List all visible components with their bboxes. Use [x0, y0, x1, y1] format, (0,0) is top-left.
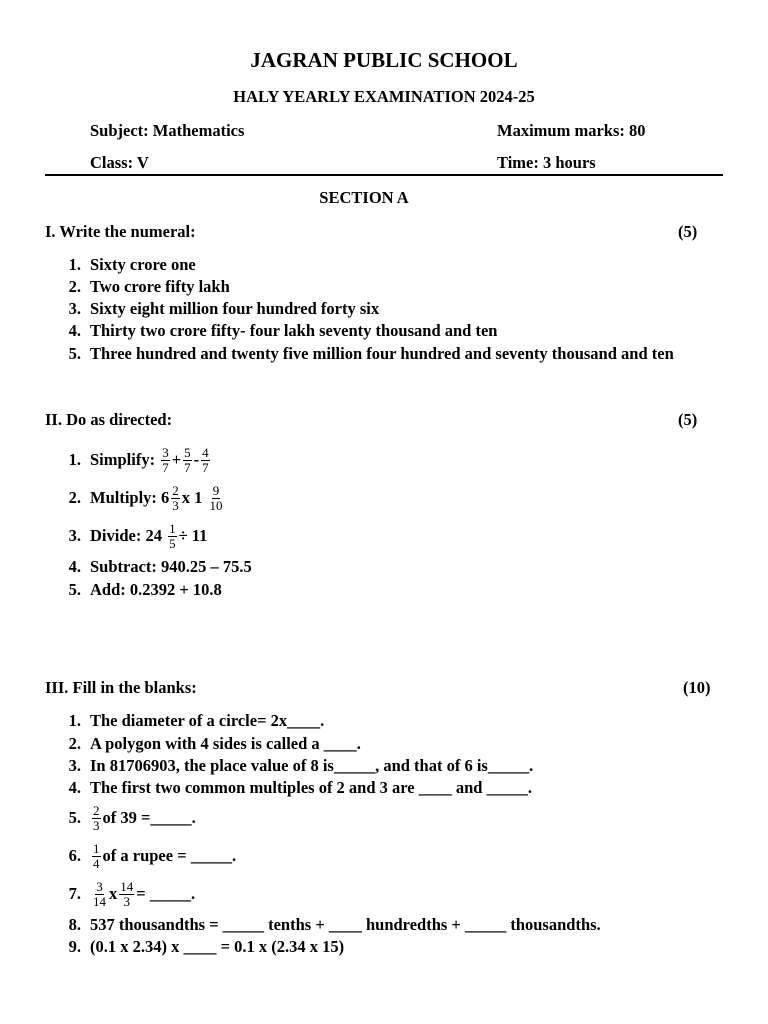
- q3-item: 2. A polygon with 4 sides is called a ____.: [68, 734, 361, 753]
- max-marks-label: Maximum marks: 80: [497, 121, 646, 140]
- exam-title: HALY YEARLY EXAMINATION 2024-25: [233, 87, 535, 106]
- fraction: $\frac{2}{3}$: [172, 482, 179, 513]
- fraction: $\frac{2}{3}$: [93, 802, 100, 833]
- fraction: $\frac{9}{10}$: [209, 482, 223, 513]
- q1-marks: (5): [678, 222, 698, 241]
- q3-marks: (10): [683, 678, 711, 697]
- fraction: $\frac{4}{7}$: [202, 444, 209, 475]
- fraction: $\frac{1}{4}$: [93, 840, 100, 871]
- q2-item-multiply: 2. Multiply: 6 $\frac{2}{3}$ x 1 $\frac{9}{10}$: [68, 482, 223, 513]
- time-label: Time: 3 hours: [497, 153, 596, 172]
- q3-item: 7. $\frac{3}{14}$ x $\frac{14}{3}$ = _____.: [68, 878, 196, 909]
- q1-item: 4. Thirty two crore fifty- four lakh seventy thousand and ten: [68, 321, 498, 340]
- q3-item: 9. (0.1 x 2.34) x ____ = 0.1 x (2.34 x 15): [68, 937, 345, 956]
- q2-item-simplify: 1. Simplify: $\frac{3}{7}$ + $\frac{5}{7}$ - $\frac{4}{7}$: [68, 444, 209, 475]
- q3-item: 4. The first two common multiples of 2 and 3 are ____ and _____.: [68, 778, 532, 797]
- q2-marks: (5): [678, 410, 698, 429]
- q1-item: 1. Sixty crore one: [68, 255, 196, 274]
- header-divider: [45, 174, 723, 176]
- q1-item: 5. Three hundred and twenty five million four hundred and seventy thousand and ten: [68, 344, 674, 363]
- school-name: JAGRAN PUBLIC SCHOOL: [250, 48, 518, 72]
- fraction: $\frac{3}{14}$: [93, 878, 106, 909]
- q1-item: 2. Two crore fifty lakh: [68, 277, 230, 296]
- q3-item: 1. The diameter of a circle= 2x____.: [68, 711, 325, 730]
- fraction: $\frac{3}{7}$: [162, 444, 169, 475]
- subject-label: Subject: Mathematics: [90, 121, 245, 140]
- class-label: Class: V: [90, 153, 149, 172]
- fraction: $\frac{5}{7}$: [184, 444, 191, 475]
- q2-heading: II. Do as directed:: [45, 410, 173, 429]
- q1-item: 3. Sixty eight million four hundred forty six: [68, 299, 380, 318]
- q3-item: 8. 537 thousandths = _____ tenths + ____ hundredths + _____ thousandths.: [68, 915, 601, 934]
- q3-item: 3. In 81706903, the place value of 8 is_____, and that of 6 is_____.: [68, 756, 534, 775]
- q3-heading: III. Fill in the blanks:: [45, 678, 197, 697]
- fraction: $\frac{14}{3}$: [120, 878, 134, 909]
- section-title: SECTION A: [319, 188, 409, 207]
- q2-item-divide: 3. Divide: 24 $\frac{1}{5}$ ÷ 11: [68, 520, 208, 551]
- q3-item: 6. $\frac{1}{4}$ of a rupee = _____.: [68, 840, 237, 871]
- q2-item-subtract: 4. Subtract: 940.25 – 75.5: [68, 557, 252, 576]
- q1-heading: I. Write the numeral:: [45, 222, 196, 241]
- fraction: $\frac{1}{5}$: [169, 520, 176, 551]
- q2-item-add: 5. Add: 0.2392 + 10.8: [68, 580, 222, 599]
- q3-item: 5. $\frac{2}{3}$ of 39 =_____.: [68, 802, 196, 833]
